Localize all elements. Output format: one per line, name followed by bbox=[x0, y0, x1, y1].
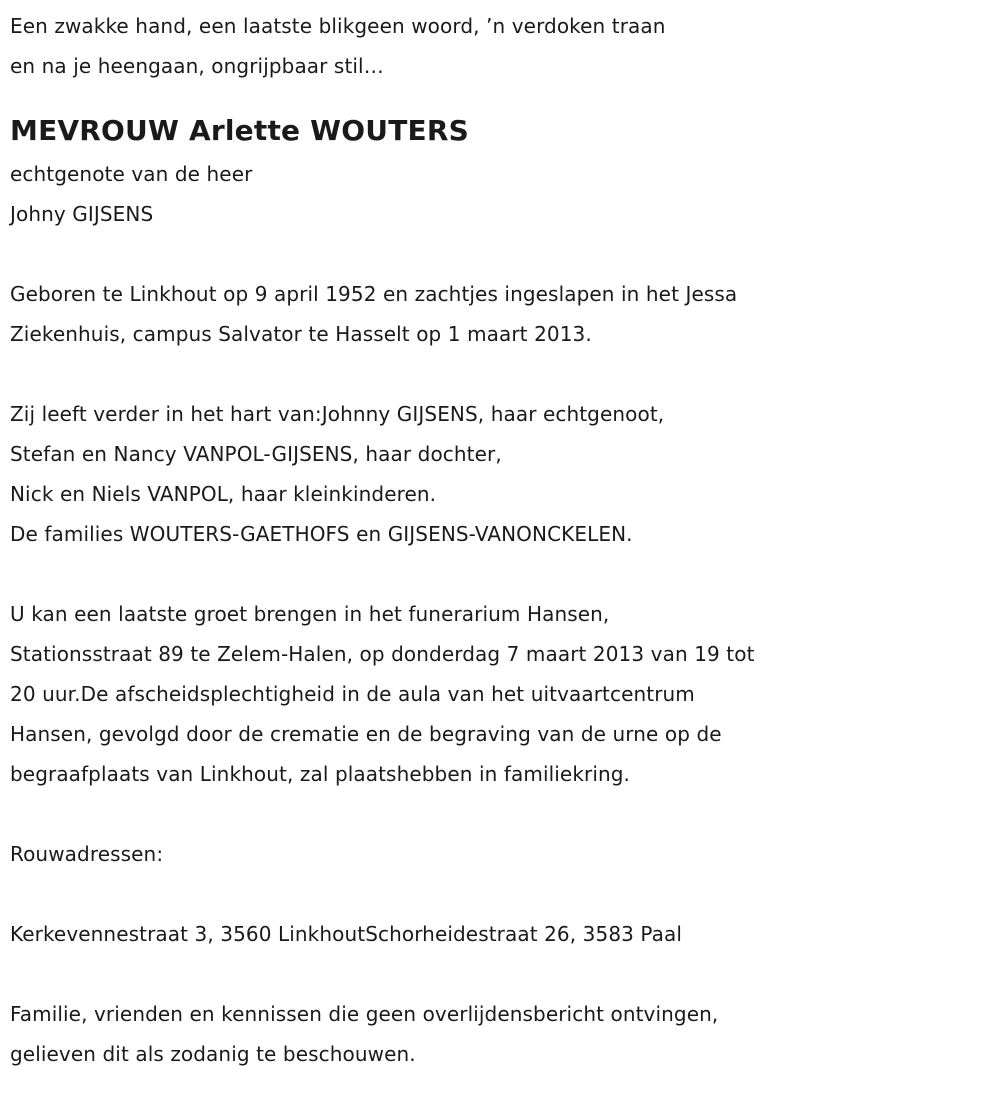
ceremony-paragraph bbox=[10, 594, 995, 794]
spouse-name: Johny GIJSENS bbox=[10, 202, 154, 226]
spacer bbox=[10, 86, 995, 108]
paragraph-line: Nick en Niels VANPOL, haar kleinkinderen. bbox=[10, 482, 437, 506]
paragraph-line: Ziekenhuis, campus Salvator te Hasselt op 1 maart 2013. bbox=[10, 322, 592, 346]
spacer bbox=[10, 794, 995, 834]
deceased-name: MEVROUW Arlette WOUTERS bbox=[10, 114, 469, 147]
death-notice bbox=[10, 6, 995, 1074]
spacer bbox=[10, 234, 995, 274]
motto bbox=[10, 6, 995, 86]
spacer bbox=[10, 874, 995, 914]
paragraph-line: Geboren te Linkhout op 9 april 1952 en zachtjes ingeslapen in het Jessa bbox=[10, 282, 738, 306]
addresses-heading: Rouwadressen: bbox=[10, 842, 164, 866]
paragraph-line: begraafplaats van Linkhout, zal plaatshebben in familiekring. bbox=[10, 762, 631, 786]
paragraph-line: Hansen, gevolgd door de crematie en de begraving van de urne op de bbox=[10, 722, 722, 746]
relation-text: echtgenote van de heer bbox=[10, 162, 253, 186]
paragraph-line: Zij leeft verder in het hart van:Johnny GIJSENS, haar echtgenoot, bbox=[10, 402, 665, 426]
paragraph-line: Familie, vrienden en kennissen die geen overlijdensbericht ontvingen, bbox=[10, 1002, 719, 1026]
paragraph-line: gelieven dit als zodanig te beschouwen. bbox=[10, 1042, 416, 1066]
paragraph-line: U kan een laatste groet brengen in het funerarium Hansen, bbox=[10, 602, 610, 626]
family-paragraph bbox=[10, 394, 995, 554]
motto-line: en na je heengaan, ongrijpbaar stil… bbox=[10, 54, 384, 78]
motto-line: Een zwakke hand, een laatste blikgeen woord, ’n verdoken traan bbox=[10, 14, 666, 38]
paragraph-line: 20 uur.De afscheidsplechtigheid in de aula van het uitvaartcentrum bbox=[10, 682, 695, 706]
paragraph-line: Stefan en Nancy VANPOL-GIJSENS, haar dochter, bbox=[10, 442, 502, 466]
spacer bbox=[10, 554, 995, 594]
closing-paragraph bbox=[10, 994, 995, 1074]
paragraph-line: Stationsstraat 89 te Zelem-Halen, op donderdag 7 maart 2013 van 19 tot bbox=[10, 642, 755, 666]
spacer bbox=[10, 954, 995, 994]
paragraph-line: De families WOUTERS-GAETHOFS en GIJSENS-VANONCKELEN. bbox=[10, 522, 633, 546]
addresses-text: Kerkevennestraat 3, 3560 LinkhoutSchorheidestraat 26, 3583 Paal bbox=[10, 922, 683, 946]
deceased-block bbox=[10, 108, 995, 234]
birth-death-paragraph bbox=[10, 274, 995, 354]
spacer bbox=[10, 354, 995, 394]
